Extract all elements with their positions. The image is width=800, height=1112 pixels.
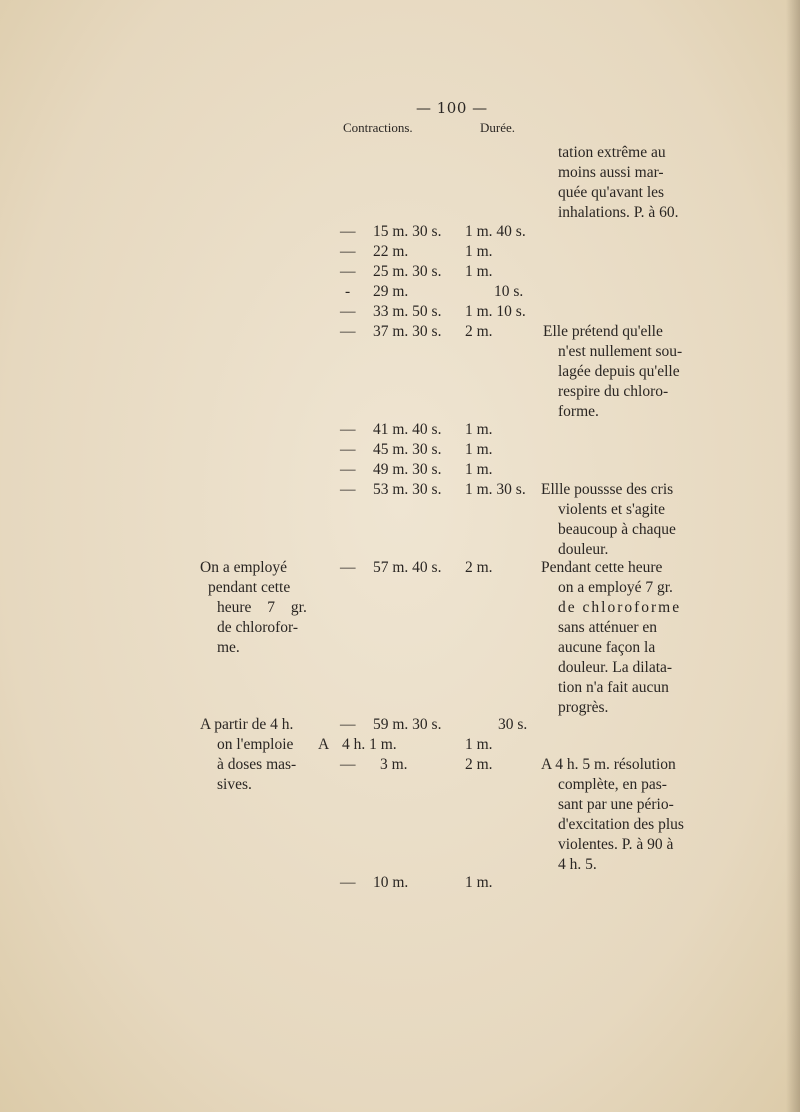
left-note-0-line-0: On a employé [200, 559, 287, 576]
contraction-time-row-9: 49 m. 30 s. [373, 461, 442, 478]
left-note-0-line-2: heure 7 gr. [217, 599, 307, 616]
annotation-14-line-5: 4 h. 5. [558, 856, 597, 873]
contraction-time-row-13: 4 h. 1 m. [342, 736, 397, 753]
contraction-time-row-1: 15 m. 30 s. [373, 223, 442, 240]
duration-row-3: 1 m. [465, 263, 493, 280]
dash-row-5: — [340, 303, 356, 320]
contraction-time-row-11: 57 m. 40 s. [373, 559, 442, 576]
duration-row-1: 1 m. 40 s. [465, 223, 526, 240]
duration-row-4: 10 s. [494, 283, 524, 300]
dash-row-6: — [340, 323, 356, 340]
annotation-11-line-4: aucune façon la [558, 639, 656, 656]
dash-row-14: — [340, 756, 356, 773]
duration-row-8: 1 m. [465, 441, 493, 458]
duration-row-2: 1 m. [465, 243, 493, 260]
annotation-6-line-4: forme. [558, 403, 599, 420]
dash-row-3: — [340, 263, 356, 280]
annotation-11-line-1: on a employé 7 gr. [558, 579, 673, 596]
dash-row-4: - [345, 283, 351, 300]
dash-row-2: — [340, 243, 356, 260]
contraction-time-row-14: 3 m. [380, 756, 408, 773]
duration-row-9: 1 m. [465, 461, 493, 478]
duration-row-6: 2 m. [465, 323, 493, 340]
duration-row-15: 1 m. [465, 874, 493, 891]
annotation-11-line-0: Pendant cette heure [541, 559, 663, 576]
duration-row-13: 1 m. [465, 736, 493, 753]
annotation-0-line-1: moins aussi mar- [558, 164, 664, 181]
contraction-time-row-6: 37 m. 30 s. [373, 323, 442, 340]
duration-row-14: 2 m. [465, 756, 493, 773]
left-note-1-line-3: sives. [217, 776, 252, 793]
annotation-0-line-2: quée qu'avant les [558, 184, 665, 201]
contraction-time-row-15: 10 m. [373, 874, 409, 891]
annotation-14-line-4: violentes. P. à 90 à [558, 836, 674, 853]
left-note-0-line-3: de chlorofor- [217, 619, 299, 636]
dash-row-11: — [340, 559, 356, 576]
column-header-duree: Durée. [480, 120, 516, 135]
left-note-0-line-1: pendant cette [208, 579, 291, 596]
annotation-6-line-1: n'est nullement sou- [558, 343, 683, 360]
contraction-time-row-7: 41 m. 40 s. [373, 421, 442, 438]
column-header-contractions: Contractions. [343, 120, 413, 135]
dash-row-8: — [340, 441, 356, 458]
dash-row-12: — [340, 716, 356, 733]
left-note-0-line-4: me. [217, 639, 240, 656]
left-note-1-line-2: à doses mas- [217, 756, 297, 773]
contraction-time-row-8: 45 m. 30 s. [373, 441, 442, 458]
annotation-10-line-1: violents et s'agite [558, 501, 665, 518]
annotation-11-line-5: douleur. La dilata- [558, 659, 673, 676]
contraction-time-row-5: 33 m. 50 s. [373, 303, 442, 320]
contraction-time-row-2: 22 m. [373, 243, 409, 260]
duration-row-7: 1 m. [465, 421, 493, 438]
annotation-14-line-1: complète, en pas- [558, 776, 667, 793]
dash-row-10: — [340, 481, 356, 498]
annotation-14-line-3: d'excitation des plus [558, 816, 684, 833]
left-note-1-line-1: on l'emploie [217, 736, 294, 753]
annotation-0-line-0: tation extrême au [558, 144, 666, 161]
annotation-11-line-7: progrès. [558, 699, 609, 716]
annotation-11-line-3: sans atténuer en [558, 619, 657, 636]
contraction-time-row-4: 29 m. [373, 283, 409, 300]
annotation-10-line-0: Ellle poussse des cris [541, 481, 674, 498]
left-note-1-line-0: A partir de 4 h. [200, 716, 294, 733]
contraction-time-row-3: 25 m. 30 s. [373, 263, 442, 280]
annotation-6-line-2: lagée depuis qu'elle [558, 363, 680, 380]
annotation-14-line-0: A 4 h. 5 m. résolution [541, 756, 676, 773]
dash-row-9: — [340, 461, 356, 478]
duration-row-10: 1 m. 30 s. [465, 481, 526, 498]
annotation-11-line-6: tion n'a fait aucun [558, 679, 669, 696]
annotation-6-line-3: respire du chloro- [558, 383, 669, 400]
page-number: — 100 — [416, 99, 488, 117]
annotation-6-line-0: Elle prétend qu'elle [543, 323, 663, 340]
annotation-10-line-3: douleur. [558, 541, 609, 558]
contraction-time-row-10: 53 m. 30 s. [373, 481, 442, 498]
dash-row-13: A [318, 736, 330, 753]
contraction-time-row-12: 59 m. 30 s. [373, 716, 442, 733]
annotation-0-line-3: inhalations. P. à 60. [558, 204, 679, 221]
dash-row-1: — [340, 223, 356, 240]
annotation-10-line-2: beaucoup à chaque [558, 521, 676, 538]
duration-row-5: 1 m. 10 s. [465, 303, 526, 320]
annotation-14-line-2: sant par une pério- [558, 796, 674, 813]
dash-row-15: — [340, 874, 356, 891]
dash-row-7: — [340, 421, 356, 438]
annotation-11-line-2: de chloroforme [558, 599, 682, 616]
duration-row-12: 30 s. [498, 716, 528, 733]
page-edge-shadow [786, 0, 800, 1112]
duration-row-11: 2 m. [465, 559, 493, 576]
